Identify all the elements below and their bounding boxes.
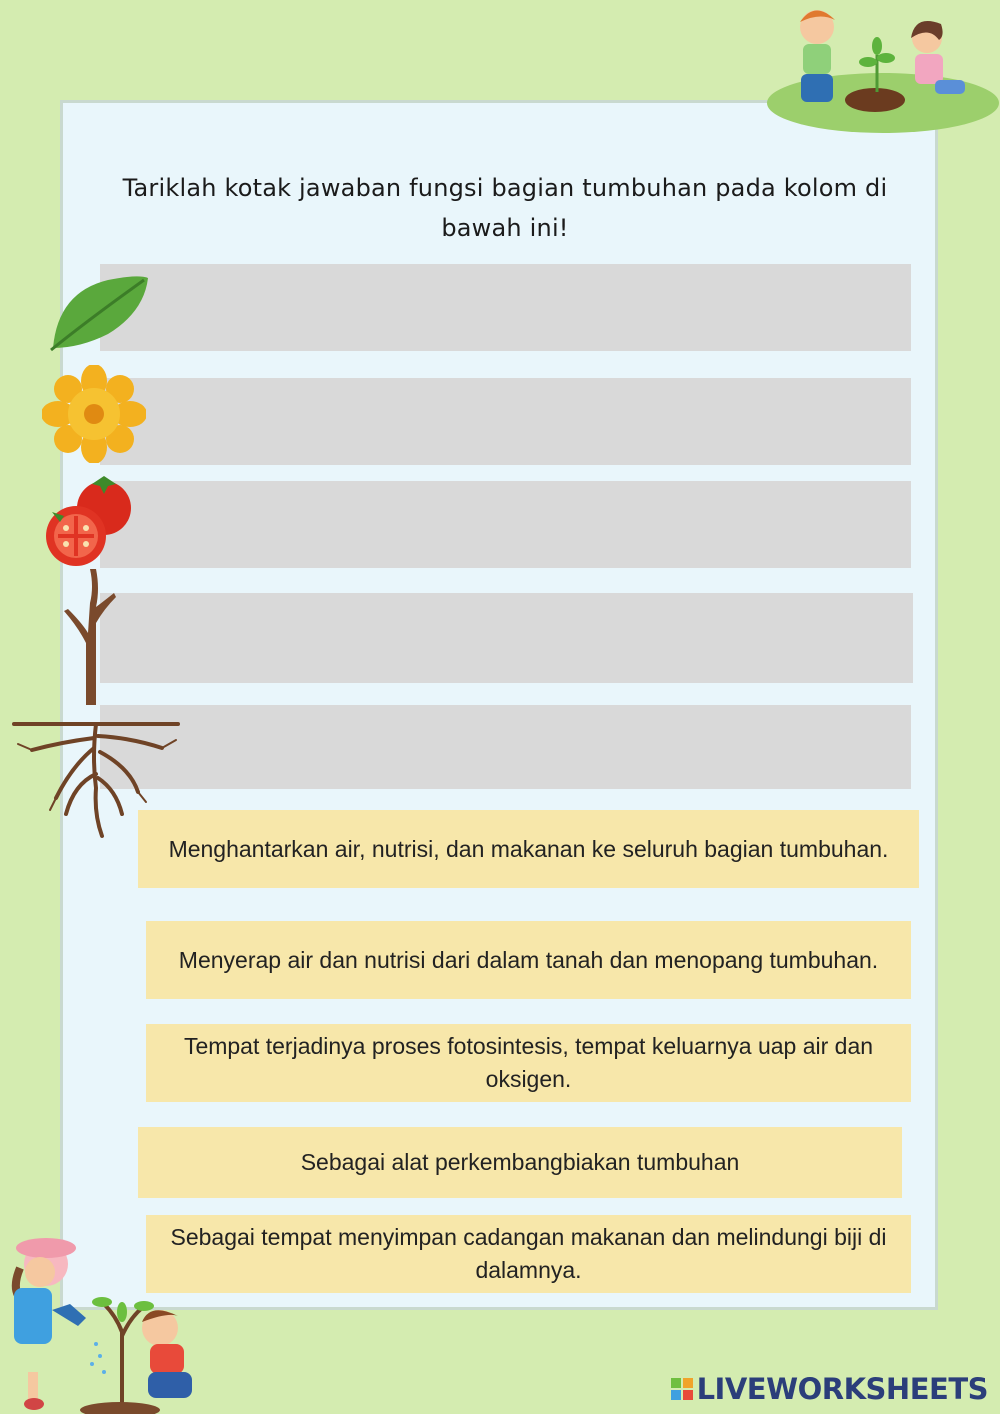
answer-card-photosynthesis[interactable]: Tempat terjadinya proses fotosintesis, tempat keluarnya uap air dan oksigen. bbox=[146, 1024, 911, 1102]
brand-name: LIVEWORKSHEETS bbox=[696, 1372, 988, 1406]
drop-box-stem[interactable] bbox=[100, 593, 913, 683]
liveworksheets-logo-icon bbox=[671, 1378, 693, 1400]
answer-card-reproduction[interactable]: Sebagai alat perkembangbiakan tumbuhan bbox=[138, 1127, 902, 1198]
liveworksheets-logo bbox=[671, 1372, 988, 1406]
drop-box-flower[interactable] bbox=[100, 378, 911, 465]
tomato-fruit-icon bbox=[42, 472, 134, 568]
kids-planting-illustration bbox=[765, 0, 1000, 135]
drop-box-fruit[interactable] bbox=[100, 481, 911, 568]
answer-card-transport[interactable]: Menghantarkan air, nutrisi, dan makanan ke seluruh bagian tumbuhan. bbox=[138, 810, 919, 888]
kids-watering-illustration bbox=[0, 1232, 215, 1414]
stem-icon bbox=[60, 567, 120, 707]
answer-card-food-storage[interactable]: Sebagai tempat menyimpan cadangan makanan dan melindungi biji di dalamnya. bbox=[146, 1215, 911, 1293]
leaf-icon bbox=[48, 272, 152, 354]
instruction-text: Tariklah kotak jawaban fungsi bagian tumbuhan pada kolom di bawah ini! bbox=[122, 174, 888, 242]
drop-box-leaf[interactable] bbox=[100, 264, 911, 351]
flower-icon bbox=[42, 365, 146, 463]
drop-box-root[interactable] bbox=[100, 705, 911, 789]
answer-card-absorb[interactable]: Menyerap air dan nutrisi dari dalam tanah dan menopang tumbuhan. bbox=[146, 921, 911, 999]
